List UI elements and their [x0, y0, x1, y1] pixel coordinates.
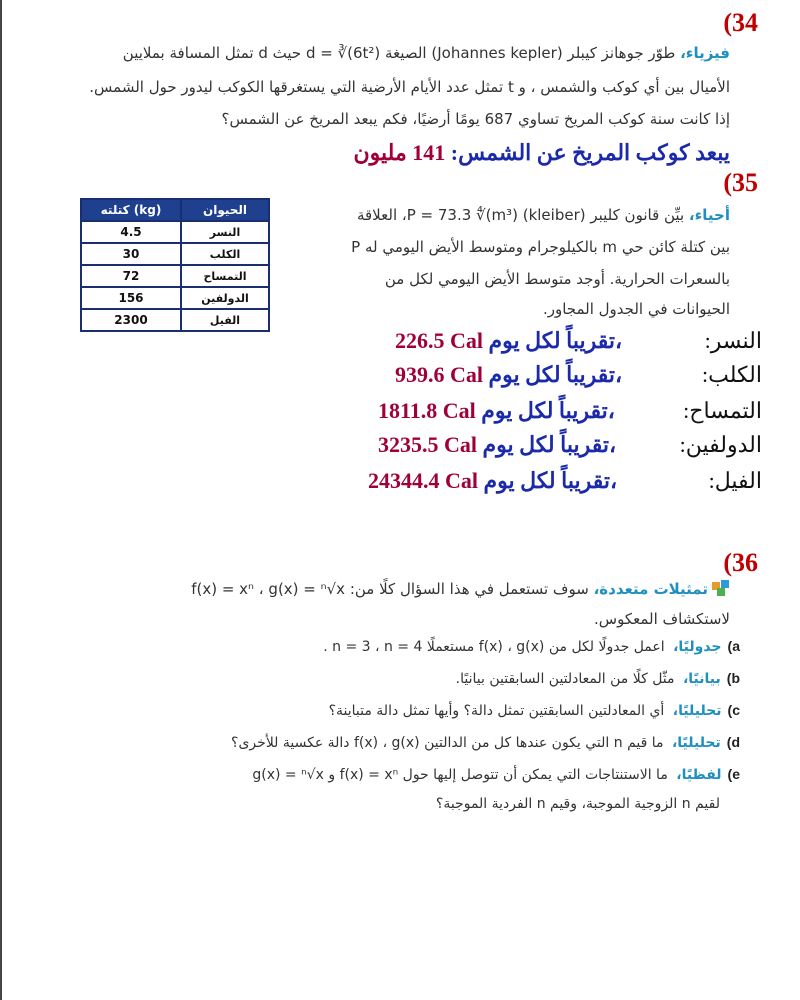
table-cell-animal: الكلب	[181, 243, 269, 265]
answer-line-elephant	[368, 468, 617, 494]
q36-line-1-text: سوف تستعمل في هذا السؤال كلًا من: f(x) = xⁿ ، g(x) = ⁿ√x	[191, 580, 589, 598]
table-row	[81, 265, 269, 287]
q34-line-2: الأميال بين أي كوكب والشمس ، و t تمثل عدد الأيام الأرضية التي يستغرقها الكوكب ليدور حول الشمس.	[89, 78, 730, 96]
item-tag: بيانيًا،	[682, 671, 721, 687]
item-text: ما الاستنتاجات التي يمكن أن تتوصل إليها حول f(x) = xⁿ و g(x) = ⁿ√x	[252, 767, 668, 783]
answer-value: 1811.8 Cal	[378, 398, 476, 423]
q34-line-3: إذا كانت سنة كوكب المريخ تساوي 687 يومًا أرضيًا، فكم يبعد المريخ عن الشمس؟	[221, 110, 730, 128]
q35-line-3: بالسعرات الحرارية. أوجد متوسط الأيض اليومي لكل من	[384, 270, 730, 288]
q35-line-2: بين كتلة كائن حي m بالكيلوجرام ومتوسط الأيض اليومي له P	[351, 238, 730, 256]
q36-item-b	[456, 670, 740, 687]
q36-label: تمثيلات متعددة،	[593, 580, 708, 598]
question-36-number: (36	[723, 548, 758, 577]
item-tag: تحليليًا،	[671, 735, 721, 751]
answer-value: 226.5 Cal	[395, 328, 483, 353]
table-cell-animal: النسر	[181, 221, 269, 243]
item-letter: e)	[727, 766, 740, 782]
q36-item-e-continuation: لقيم n الزوجية الموجبة، وقيم n الفردية الموجبة؟	[435, 796, 720, 812]
item-letter: c)	[727, 702, 740, 718]
table-row	[81, 243, 269, 265]
answer-label-eagle: النسر:	[704, 328, 762, 353]
answer-suffix: تقريباً لكل يوم،	[483, 468, 618, 493]
q36-item-e	[252, 766, 740, 783]
question-34-number: (34	[723, 8, 758, 37]
item-text: اعمل جدولًا لكل من f(x) ، g(x) مستعملًا n = 3 ، n = 4 .	[323, 639, 665, 655]
answer-label-dolphin: الدولفين:	[679, 432, 762, 457]
table-cell-animal: الدولفين	[181, 287, 269, 309]
table-row	[81, 221, 269, 243]
q34-label: فيزياء،	[680, 44, 730, 62]
table-header-mass: كتلته (kg)	[81, 199, 181, 221]
question-35-number: (35	[723, 168, 758, 197]
table-cell-animal: التمساح	[181, 265, 269, 287]
item-tag: تحليليًا،	[672, 703, 722, 719]
q34-line-1	[123, 44, 730, 62]
q34-answer	[354, 140, 730, 166]
item-text: ما قيم n التي يكون عندها كل من الدالتين f(x) ، g(x) دالة عكسية للأخرى؟	[231, 735, 664, 751]
item-text: مثّل كلًا من المعادلتين السابقتين بيانيًا.	[455, 671, 675, 687]
q34-answer-value: 141 مليون	[353, 140, 446, 165]
q34-line-1-text: طوّر جوهانز كيبلر (Johannes kepler) الصيغة d = ∛(6t²) حيث d تمثل المسافة بملايين	[122, 44, 676, 62]
answer-label-crocodile: التمساح:	[683, 398, 762, 423]
answer-line-crocodile	[378, 398, 615, 424]
q36-line-1	[191, 580, 708, 598]
answer-value: 24344.4 Cal	[368, 468, 478, 493]
answer-label-elephant: الفيل:	[708, 468, 762, 493]
multiple-representations-icon	[712, 580, 730, 596]
answer-suffix: تقريباً لكل يوم،	[488, 362, 623, 387]
answer-value: 3235.5 Cal	[378, 432, 477, 457]
item-letter: d)	[726, 734, 740, 750]
answer-suffix: تقريباً لكل يوم،	[482, 432, 617, 457]
item-letter: a)	[727, 638, 740, 654]
q35-line-1-text: بيِّن قانون كليبر (kleiber) P = 73.3 ∜(m³)، العلاقة	[356, 206, 685, 224]
q36-item-d	[231, 734, 740, 751]
q36-item-c	[329, 702, 740, 719]
animal-mass-table	[80, 198, 270, 332]
item-tag: لفظيًا،	[676, 767, 722, 783]
item-text: أي المعادلتين السابقتين تمثل دالة؟ وأيها تمثل دالة متباينة؟	[328, 703, 665, 719]
table-header-animal: الحيوان	[181, 199, 269, 221]
q36-line-2: لاستكشاف المعكوس.	[594, 610, 730, 628]
table-cell-mass: 72	[81, 265, 181, 287]
item-letter: b)	[726, 670, 740, 686]
table-row	[81, 287, 269, 309]
answer-suffix: تقريباً لكل يوم،	[481, 398, 615, 423]
page-left-border	[0, 0, 2, 1000]
table-cell-animal: الفيل	[181, 309, 269, 331]
table-cell-mass: 2300	[81, 309, 181, 331]
q36-item-a	[323, 638, 740, 655]
answer-label-dog: الكلب:	[702, 362, 762, 387]
answer-line-dog	[395, 362, 622, 388]
table-cell-mass: 30	[81, 243, 181, 265]
table-row	[81, 309, 269, 331]
table-cell-mass: 4.5	[81, 221, 181, 243]
answer-line-eagle	[395, 328, 622, 354]
q35-line-1	[357, 206, 730, 224]
table-cell-mass: 156	[81, 287, 181, 309]
q35-line-4: الحيوانات في الجدول المجاور.	[542, 300, 730, 318]
answer-value: 939.6 Cal	[395, 362, 483, 387]
item-tag: جدوليًا،	[673, 639, 722, 655]
q34-answer-text: يبعد كوكب المريخ عن الشمس:	[450, 140, 730, 165]
answer-suffix: تقريباً لكل يوم،	[488, 328, 623, 353]
q35-label: أحياء،	[688, 206, 730, 224]
answer-line-dolphin	[378, 432, 616, 458]
